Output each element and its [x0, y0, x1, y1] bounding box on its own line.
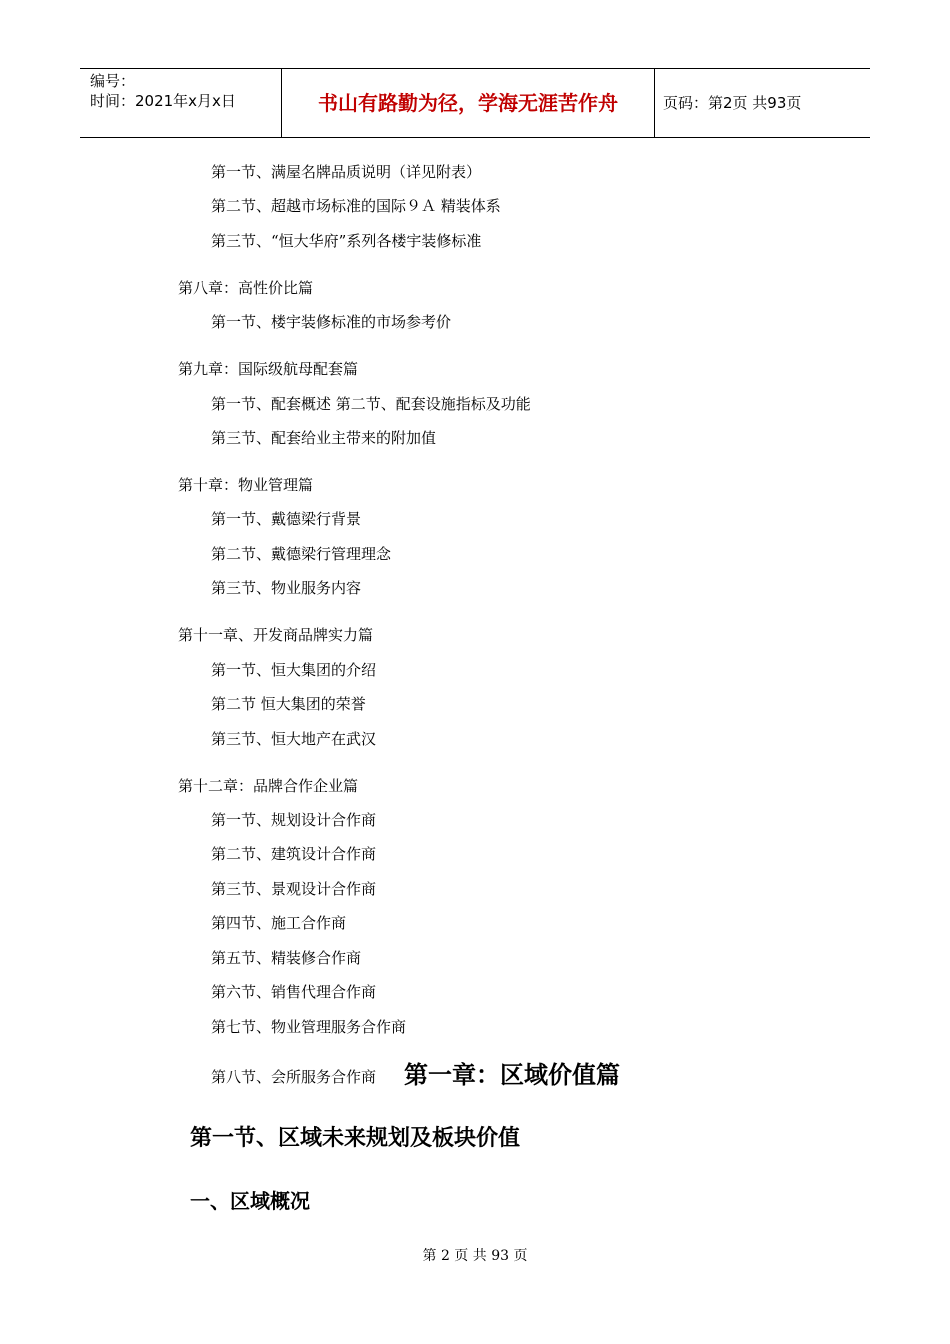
toc-chapter: 第八章：高性价比篇: [178, 279, 314, 297]
document-number-label: 编号：: [90, 72, 136, 90]
toc-section: 第四节、施工合作商: [211, 914, 347, 932]
toc-chapter: 第十一章、开发商品牌实力篇: [178, 626, 374, 644]
header-meta-cell: [80, 69, 282, 137]
header-page-info: 页码：第2页 共93页: [663, 94, 802, 112]
toc-section: 第一节、规划设计合作商: [211, 811, 377, 829]
toc-section: 第三节、“恒大华府”系列各楼宇装修标准: [211, 232, 482, 250]
toc-section: 第二节、戴德梁行管理理念: [211, 545, 392, 563]
toc-section: 第一节、戴德梁行背景: [211, 510, 362, 528]
toc-section: 第一节、配套概述 第二节、配套设施指标及功能: [211, 395, 531, 413]
toc-section: 第三节、景观设计合作商: [211, 880, 377, 898]
toc-section: 第六节、销售代理合作商: [211, 983, 377, 1001]
toc-section: 第一节、满屋名牌品质说明（详见附表）: [211, 163, 482, 181]
toc-section: 第三节、配套给业主带来的附加值: [211, 429, 437, 447]
chapter-heading: 第一章：区域价值篇: [404, 1061, 620, 1089]
toc-section: 第一节、楼宇装修标准的市场参考价: [211, 313, 452, 331]
toc-section: 第七节、物业管理服务合作商: [211, 1018, 407, 1036]
toc-section: 第二节 恒大集团的荣誉: [211, 695, 366, 713]
toc-section: 第三节、恒大地产在武汉: [211, 730, 377, 748]
page-header: [80, 68, 870, 138]
toc-chapter: 第十章：物业管理篇: [178, 476, 314, 494]
toc-chapter: 第九章：国际级航母配套篇: [178, 360, 359, 378]
page-footer: 第 2 页 共 93 页: [422, 1248, 528, 1264]
date-line: 时间：2021年x月x日: [90, 92, 236, 110]
toc-section: 第一节、恒大集团的介绍: [211, 661, 377, 679]
toc-section: 第二节、建筑设计合作商: [211, 845, 377, 863]
toc-section: 第五节、精装修合作商: [211, 949, 362, 967]
toc-section: 第三节、物业服务内容: [211, 579, 362, 597]
toc-section: 第八节、会所服务合作商: [211, 1068, 377, 1086]
subsection-heading: 一、区域概况: [190, 1189, 310, 1213]
section-heading: 第一节、区域未来规划及板块价值: [190, 1126, 521, 1151]
toc-chapter: 第十二章：品牌合作企业篇: [178, 777, 359, 795]
header-motto: 书山有路勤为径，学海无涯苦作舟: [282, 69, 655, 137]
toc-section: 第二节、超越市场标准的国际９Ａ 精装体系: [211, 197, 501, 215]
